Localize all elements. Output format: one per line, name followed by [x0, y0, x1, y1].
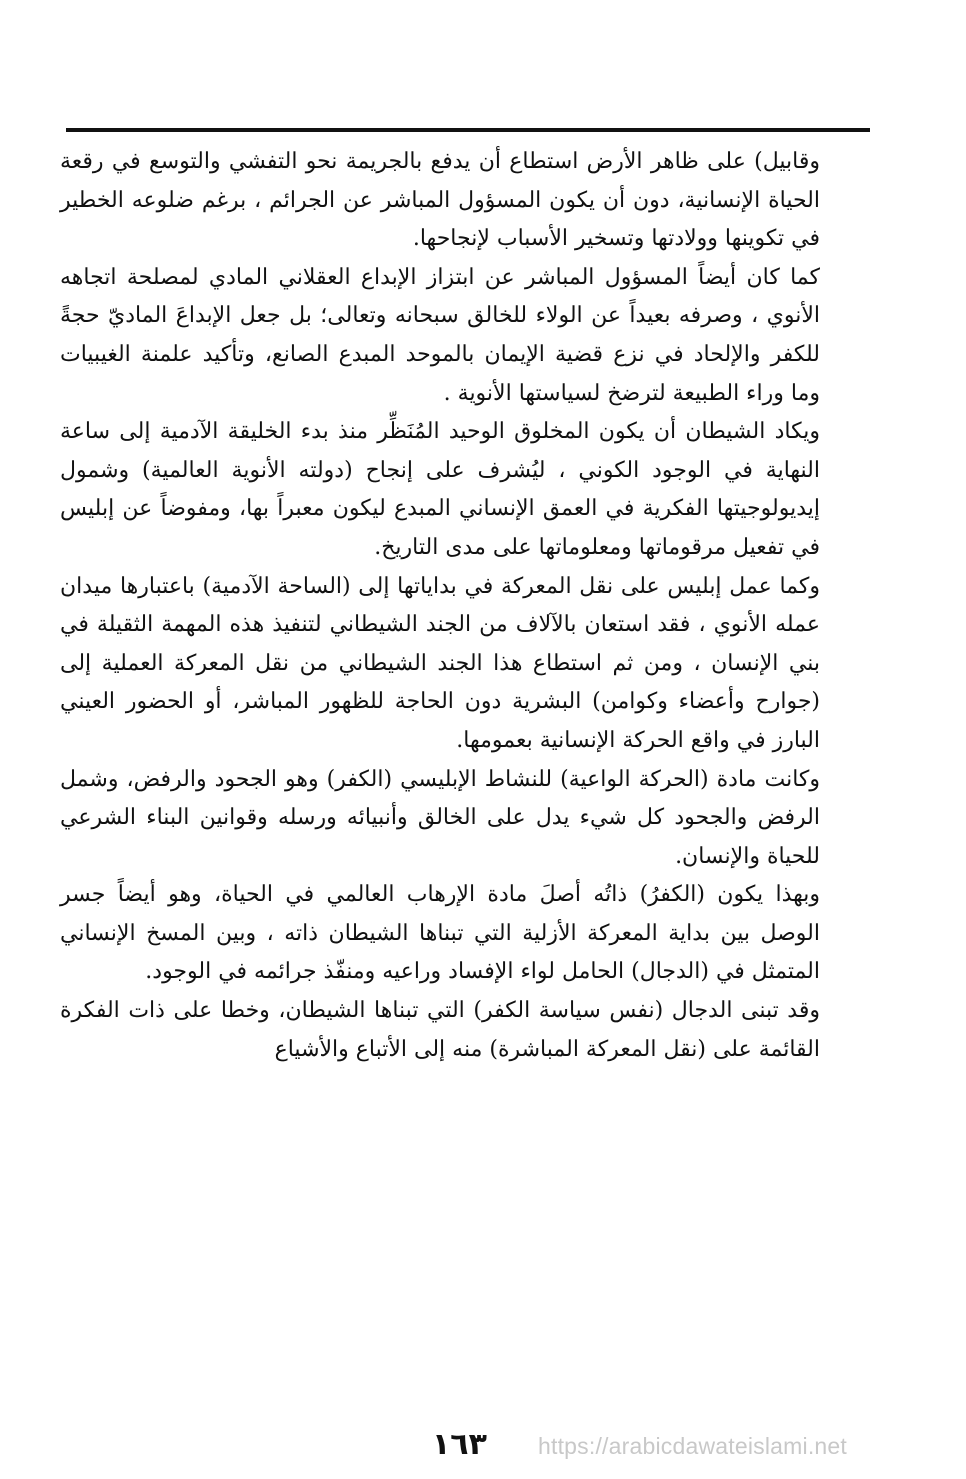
body-text — [60, 143, 820, 1069]
paragraph-6: وبهذا يكون (الكفرُ) ذاتُه أصلَ مادة الإرهاب العالمي في الحياة، وهو أيضاً جسر الوصل بين بداية المعركة الأزلية التي تبناها الشيطان ذاته ، وبين المسخ الإنساني المتمثل في (الدجال) الحامل لواء الإفساد وراعيه ومنفّذ جرائمه في الوجود. — [60, 882, 820, 985]
paragraph-7: وقد تبنى الدجال (نفس سياسة الكفر) التي تبناها الشيطان، وخطا على ذات الفكرة القائمة على (نقل المعركة المباشرة) منه إلى الأتباع والأشياع — [60, 998, 820, 1062]
paragraph-5: وكانت مادة (الحركة الواعية) للنشاط الإبليسي (الكفر) وهو الجحود والرفض، وشمل الرفض والجحود كل شيء يدل على الخالق وأنبيائه ورسله وقوانين البناء الشرعي للحياة والإنسان. — [60, 766, 820, 869]
page-footer — [0, 1427, 966, 1467]
paragraph-3: ويكاد الشيطان أن يكون المخلوق الوحيد المُنَظِّر منذ بدء الخليقة الآدمية إلى ساعة النهاية في الوجود الكوني ، ليُشرف على إنجاح (دولته الأنوية العالمية) وشمول إيديولوجيتها الفكرية في العمق الإنساني المبدع ليكون معبراً بها، ومفوضاً عن إبليس في تفعيل مرقوماتها ومعلوماتها على مدى التاريخ. — [60, 419, 820, 560]
header-rule — [66, 128, 870, 132]
paragraph-4: وكما عمل إبليس على نقل المعركة في بداياتها إلى (الساحة الآدمية) باعتبارها ميدان عمله الأنوي ، فقد استعان بالآلاف من الجند الشيطاني لتنفيذ هذه المهمة الثقيلة في بني الإنسان ، ومن ثم استطاع هذا الجند الشيطاني من نقل المعركة العملية إلى (جوارح وأعضاء وكوامن) البشرية دون الحاجة للظهور المباشر، أو الحضور العيني البارز في واقع الحركة الإنسانية بعمومها. — [60, 573, 820, 753]
paragraph-2: كما كان أيضاً المسؤول المباشر عن ابتزاز الإبداع العقلاني المادي لمصلحة اتجاهه الأنوي ، وصرفه بعيداً عن الولاء للخالق سبحانه وتعالى؛ بل جعل الإبداعَ الماديّ حجةً للكفر والإلحاد في نزع قضية الإيمان بالموحد المبدع الصانع، وتأكيد علمنة الغيبيات وما وراء الطبيعة لترضخ لسياستها الأنوية . — [60, 264, 820, 406]
page-number: ١٦٣ — [432, 1427, 487, 1462]
paragraph-1: وقابيل) على ظاهر الأرض استطاع أن يدفع بالجريمة نحو التفشي والتوسع في رقعة الحياة الإنسانية، دون أن يكون المسؤول المباشر عن الجرائم ، برغم ضلوعه الخطير في تكوينها وولادتها وتسخير الأسباب لإنجاحها. — [60, 149, 820, 252]
watermark-url: https://arabicdawateislami.net — [538, 1433, 847, 1459]
